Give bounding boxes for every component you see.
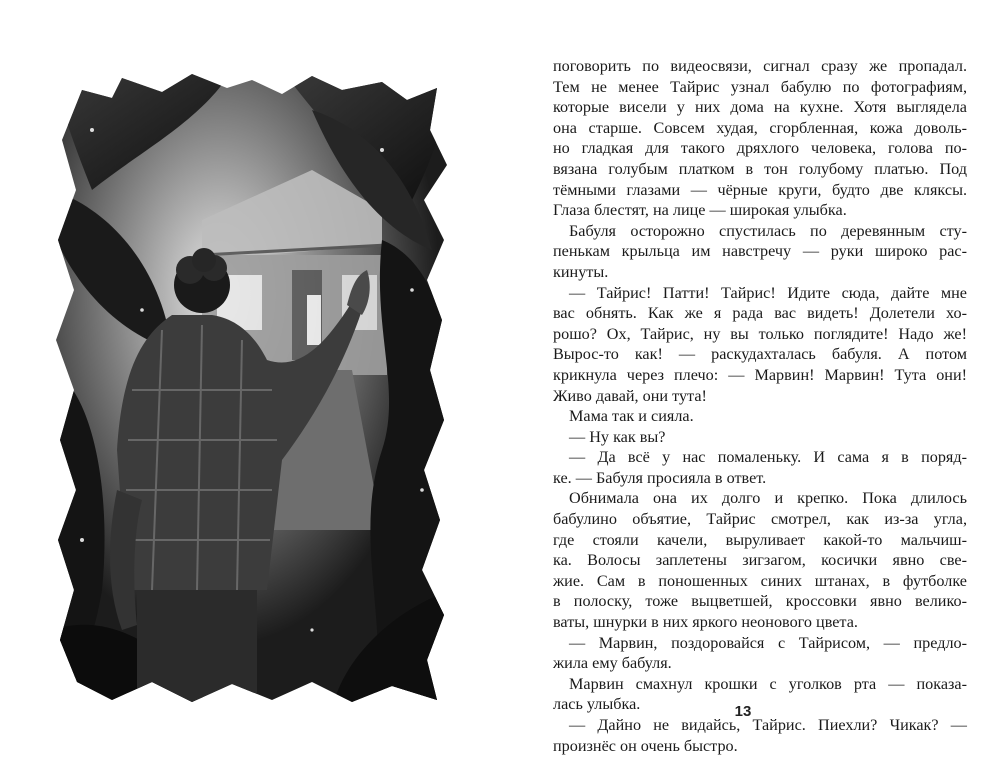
text-line: произнёс он очень быстро. xyxy=(553,736,738,755)
text-line: пенькам крыльца им навстречу — руки широко рас- xyxy=(553,242,967,261)
left-page xyxy=(0,0,500,769)
text-line: бабулино объятие, Тайрис смотрел, как из-за угла, xyxy=(553,510,967,529)
text-line: Вырос-то как! — раскудахталась бабуля. А потом xyxy=(553,345,967,364)
text-line: кинуты. xyxy=(553,262,609,281)
boy-in-jungle-illustration xyxy=(52,70,452,710)
text-line: в полоску, тоже выцветшей, кроссовки явно велико- xyxy=(553,592,967,611)
text-line: но гладкая для такого дряхлого человека, голова по- xyxy=(553,139,967,158)
text-line: — Тайрис! Патти! Тайрис! Идите сюда, дайте мне xyxy=(569,283,967,302)
page-number: 13 xyxy=(734,703,752,720)
text-line: Глаза блестят, на лице — широкая улыбка. xyxy=(553,201,847,220)
text-line: — Дайно не видайсь, Тайрис. Пиехли? Чикак? — xyxy=(569,716,967,734)
text-line: Мама так и сияла. xyxy=(569,407,694,426)
text-line: поговорить по видеосвязи, сигнал сразу же пропадал. xyxy=(553,57,967,75)
text-line: Тем не менее Тайрис узнал бабулю по фотографиям, xyxy=(553,77,967,96)
text-line: вязана голубым платком в тон голубому платью. Под xyxy=(553,159,967,178)
text-line: тёмными глазами — чёрные круги, будто две кляксы. xyxy=(553,180,967,199)
text-line: жила ему бабуля. xyxy=(553,654,672,673)
text-line: Живо давай, они тута! xyxy=(553,386,707,405)
text-line: Обнимала она их долго и крепко. Пока длилось xyxy=(569,489,967,508)
text-line: вас обнять. Как же я рада вас видеть! Долетели хо- xyxy=(553,304,967,323)
text-line: ваты, шнурки в них яркого неонового цвета. xyxy=(553,613,858,632)
text-line: которые висели у них дома на кухне. Хотя выглядела xyxy=(553,98,967,117)
text-line: лась улыбка. xyxy=(553,695,641,714)
text-line: — Ну как вы? xyxy=(569,427,666,446)
text-line: она старше. Совсем худая, сгорбленная, кожа доволь- xyxy=(553,118,967,137)
text-line: — Да всё у нас помаленьку. И сама я в поряд- xyxy=(569,448,967,467)
right-page xyxy=(500,0,1001,769)
text-line: жие. Сам в поношенных синих штанах, в футболке xyxy=(553,571,967,590)
text-line: ке. — Бабуля просияла в ответ. xyxy=(553,468,767,487)
text-block xyxy=(553,56,967,756)
text-line: где стояли качели, выруливает какой-то мальчиш- xyxy=(553,530,967,549)
text-line: — Марвин, поздоровайся с Тайрисом, — предло- xyxy=(569,633,967,652)
text-line: рошо? Ох, Тайрис, ну вы только поглядите! Надо же! xyxy=(553,324,967,343)
text-line: Марвин смахнул крошки с уголков рта — показа- xyxy=(569,674,967,693)
text-line: крикнула через плечо: — Марвин! Марвин! Тута они! xyxy=(553,365,967,384)
text-line: Бабуля осторожно спустилась по деревянным сту- xyxy=(569,221,967,240)
text-line: ка. Волосы заплетены зигзагом, косички явно све- xyxy=(553,551,967,570)
